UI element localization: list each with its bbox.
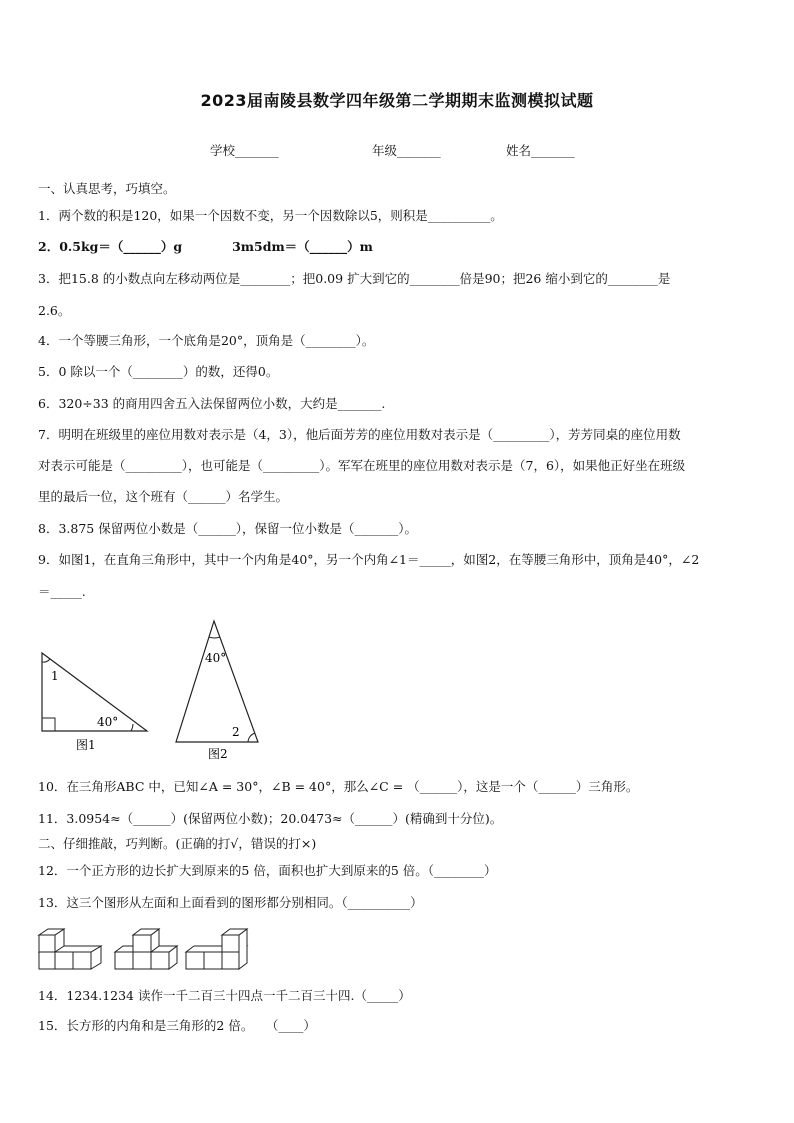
name-field: 姓名_______ bbox=[506, 143, 575, 158]
right-angle-marker bbox=[42, 718, 55, 731]
question-4: 4．一个等腰三角形，一个底角是20°，顶角是（________）。 bbox=[38, 333, 375, 348]
question-2: 2．0.5kg＝（______）g 3m5dm＝（______）m bbox=[38, 239, 373, 254]
figure-1-right-triangle bbox=[35, 645, 155, 755]
question-3-line-2: 2.6。 bbox=[38, 303, 71, 318]
question-7-line-2: 对表示可能是（_________），也可能是（_________）。军军在班里的座位用数对表示是（7，6），如果他正好坐在班级 bbox=[38, 458, 686, 473]
question-9-line-2: ＝_____. bbox=[38, 584, 86, 599]
question-7-line-1: 7．明明在班级里的座位用数对表示是（4，3），他后面芳芳的座位用数对表示是（_________），芳芳同桌的座位用数 bbox=[38, 427, 681, 442]
figure-2-caption: 图2 bbox=[208, 747, 228, 761]
question-12: 12．一个正方形的边长扩大到原来的5 倍，面积也扩大到原来的5 倍。（________） bbox=[38, 863, 497, 878]
question-7-line-3: 里的最后一位，这个班有（______）名学生。 bbox=[38, 489, 289, 504]
question-10: 10．在三角形ABC 中，已知∠A = 30°，∠B = 40°，那么∠C = （______），这是一个（______）三角形。 bbox=[38, 779, 639, 794]
angle-40-arc bbox=[131, 724, 133, 731]
grade-field: 年级_______ bbox=[372, 143, 441, 158]
figure-1-caption: 图1 bbox=[76, 738, 96, 752]
angle-1-label: 1 bbox=[51, 669, 59, 683]
section-1-heading: 一、认真思考，巧填空。 bbox=[38, 181, 176, 196]
cube-figure-a bbox=[39, 929, 101, 969]
section-2-heading: 二、仔细推敲，巧判断。(正确的打√，错误的打×) bbox=[38, 836, 317, 851]
apex-angle-arc bbox=[209, 637, 220, 638]
triangle-2-outline bbox=[176, 621, 258, 742]
apex-angle-label: 40° bbox=[205, 651, 227, 665]
question-5: 5．0 除以一个（________）的数，还得0。 bbox=[38, 364, 279, 379]
angle-40-label: 40° bbox=[97, 715, 119, 729]
question-1: 1．两个数的积是120，如果一个因数不变，另一个因数除以5，则积是__________。 bbox=[38, 208, 503, 223]
question-8: 8．3.875 保留两位小数是（______），保留一位小数是（_______）。 bbox=[38, 521, 417, 536]
question-3-line-1: 3．把15.8 的小数点向左移动两位是________；把0.09 扩大到它的________倍是90；把26 缩小到它的________是 bbox=[38, 271, 671, 286]
question-14: 14．1234.1234 读作一千二百三十四点一千二百三十四.（_____） bbox=[38, 988, 411, 1003]
cube-figure-b bbox=[115, 929, 177, 969]
cube-figures bbox=[36, 924, 256, 974]
triangle-1-outline bbox=[42, 653, 147, 731]
question-15: 15．长方形的内角和是三角形的2 倍。 （____） bbox=[38, 1018, 316, 1033]
figure-2-isosceles-triangle bbox=[170, 615, 270, 765]
school-field: 学校_______ bbox=[210, 143, 279, 158]
angle-2-arc bbox=[248, 733, 255, 742]
angle-1-arc bbox=[42, 659, 50, 662]
cube-figure-c bbox=[186, 929, 247, 969]
question-9-line-1: 9．如图1，在直角三角形中，其中一个内角是40°，另一个内角∠1＝_____，如图2，在等腰三角形中，顶角是40°，∠2 bbox=[38, 552, 700, 567]
angle-2-label: 2 bbox=[232, 725, 240, 739]
question-11: 11．3.0954≈（______）(保留两位小数)；20.0473≈（______）(精确到十分位)。 bbox=[38, 811, 503, 826]
question-13: 13．这三个图形从左面和上面看到的图形都分别相同。（__________） bbox=[38, 895, 423, 910]
question-6: 6．320÷33 的商用四舍五入法保留两位小数，大约是_______. bbox=[38, 396, 386, 411]
page-title: 2023届南陵县数学四年级第二学期期末监测模拟试题 bbox=[200, 91, 594, 110]
